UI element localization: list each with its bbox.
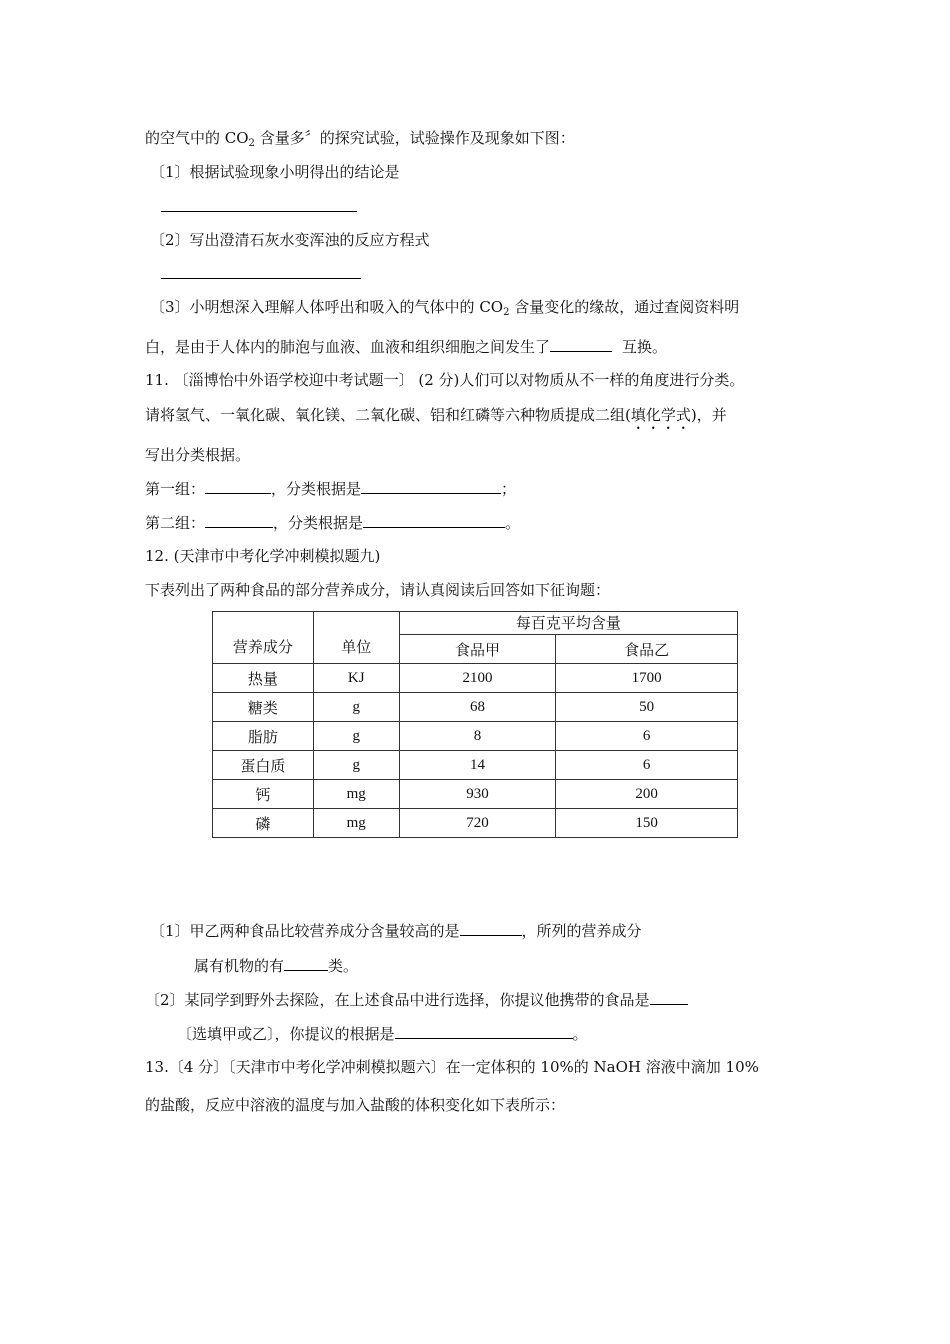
q13-line2: 的盐酸，反应中溶液的温度与加入盐酸的体积变化如下表所示： <box>145 1096 566 1114</box>
table-row <box>213 780 738 809</box>
q12-sub2-text: 〔2〕某同学到野外去探险，在上述食品中进行选择，你提议他携带的食品是 <box>145 991 650 1009</box>
intro-text-end: 含量多〞的探究试验，试验操作及现象如下图： <box>254 129 575 147</box>
group2-label: 第二组： <box>145 514 206 532</box>
col-food-a-header: 食品甲 <box>399 635 556 664</box>
q12-sub1-line1 <box>150 920 642 941</box>
q12-desc: 下表列出了两种食品的部分营养成分，请认真阅读后回答如下征询题： <box>145 581 611 599</box>
cell-food-b: 50 <box>556 693 738 722</box>
q12-sub2-line1 <box>145 989 688 1010</box>
group1-label: 第一组： <box>145 480 206 498</box>
cell-food-a: 2100 <box>399 664 556 693</box>
q12-title: 12. (天津市中考化学冲刺模拟题九) <box>145 547 381 565</box>
cell-unit: KJ <box>313 664 399 693</box>
cell-unit: g <box>313 693 399 722</box>
q12-sub1-count-blank[interactable] <box>284 955 328 971</box>
header-group: 每百克平均含量 <box>399 612 737 635</box>
table-row <box>213 664 738 693</box>
q10-part1-answer-blank[interactable] <box>161 211 357 212</box>
cell-food-b: 150 <box>556 809 738 838</box>
q10-part3-answer-blank[interactable] <box>550 336 612 352</box>
cell-name: 蛋白质 <box>213 751 314 780</box>
cell-name: 钙 <box>213 780 314 809</box>
cell-unit: g <box>313 722 399 751</box>
q10-part3-line2-text: 白，是由于人体内的肺泡与血液、血液和组织细胞之间发生了 <box>145 338 551 356</box>
q10-part3-line1 <box>150 297 739 317</box>
q12-sub2-line2 <box>177 1023 588 1044</box>
q10-part1: 〔1〕根据试验现象小明得出的结论是 <box>150 163 400 181</box>
q11-line1: 11. 〔淄博怡中外语学校迎中考试题一〕 (2 分)人们可以对物质从不一样的角度进行分类。 <box>145 371 745 389</box>
q11-group1 <box>145 478 516 499</box>
group1-answer-blank[interactable] <box>205 478 271 494</box>
q10-part3-line2-end: 互换。 <box>622 338 668 356</box>
cell-unit: mg <box>313 809 399 838</box>
q10-part3-text-end: 含量变化的缘故，通过查阅资料明 <box>509 298 740 316</box>
nutrition-table <box>212 611 738 838</box>
col-food-b-header: 食品乙 <box>556 635 738 664</box>
group1-basis-blank[interactable] <box>361 478 501 494</box>
cell-food-b: 200 <box>556 780 738 809</box>
q11-line2-text: 请将氢气、一氧化碳、氧化镁、二氧化碳、铝和红磷等六种物质提成二组( <box>145 406 631 424</box>
table-row <box>213 751 738 780</box>
q11-line2 <box>145 405 727 433</box>
cell-food-b: 1700 <box>556 664 738 693</box>
co2-subscript: 2 <box>503 307 510 318</box>
q13-line1: 13.〔4 分〕〔天津市中考化学冲刺模拟题六〕在一定体积的 10%的 NaOH 溶液中滴加 10% <box>145 1058 759 1076</box>
q12-sub2-line2-end: 。 <box>572 1025 588 1043</box>
cell-food-a: 68 <box>399 693 556 722</box>
cell-name: 糖类 <box>213 693 314 722</box>
table-row <box>213 809 738 838</box>
q12-sub1-line2-end: 类。 <box>328 957 359 975</box>
cell-food-a: 14 <box>399 751 556 780</box>
cell-food-a: 8 <box>399 722 556 751</box>
q12-sub1-line2 <box>194 955 358 976</box>
cell-food-b: 6 <box>556 722 738 751</box>
group1-end: ； <box>501 480 517 498</box>
q10-part2: 〔2〕写出澄清石灰水变浑浊的反应方程式 <box>150 231 430 249</box>
col-unit-header: 单位 <box>313 612 399 664</box>
intro-text: 的空气中的 CO <box>145 129 249 147</box>
cell-name: 磷 <box>213 809 314 838</box>
q10-part3-line2 <box>145 336 667 357</box>
q11-line2-end: )，并 <box>690 406 727 424</box>
cell-name: 热量 <box>213 664 314 693</box>
cell-food-b: 6 <box>556 751 738 780</box>
q11-emphasis-text: 填化学式 <box>630 406 691 424</box>
group2-basis-label: ，分类根据是 <box>273 514 364 532</box>
cell-food-a: 930 <box>399 780 556 809</box>
group2-end: 。 <box>505 514 521 532</box>
q12-sub1-line2-text: 属有机物的有 <box>194 957 285 975</box>
group2-basis-blank[interactable] <box>363 512 505 528</box>
table-header-row <box>213 612 738 635</box>
q12-sub1-text: 〔1〕甲乙两种食品比较营养成分含量较高的是 <box>150 922 460 940</box>
table-row <box>213 693 738 722</box>
q12-sub2-line2-text: 〔选填甲或乙〕，你提议的根据是 <box>177 1025 395 1043</box>
q12-sub1-answer-blank[interactable] <box>460 920 522 936</box>
cell-unit: mg <box>313 780 399 809</box>
q12-sub2-food-blank[interactable] <box>650 989 688 1005</box>
intro-line <box>145 128 575 148</box>
col-nutrient-header: 营养成分 <box>213 612 314 664</box>
q12-sub1-text-end: ，所列的营养成分 <box>521 922 642 940</box>
q11-line3: 写出分类根据。 <box>145 446 251 464</box>
q11-group2 <box>145 512 520 533</box>
group1-basis-label: ，分类根据是 <box>271 480 362 498</box>
group2-answer-blank[interactable] <box>205 512 273 528</box>
cell-food-a: 720 <box>399 809 556 838</box>
q10-part2-answer-blank[interactable] <box>161 278 361 279</box>
co2-subscript: 2 <box>248 138 255 149</box>
cell-name: 脂肪 <box>213 722 314 751</box>
table-row <box>213 722 738 751</box>
q10-part3-text: 〔3〕小明想深入理解人体呼出和吸入的气体中的 CO <box>150 298 504 316</box>
q12-sub2-reason-blank[interactable] <box>395 1023 573 1039</box>
cell-unit: g <box>313 751 399 780</box>
